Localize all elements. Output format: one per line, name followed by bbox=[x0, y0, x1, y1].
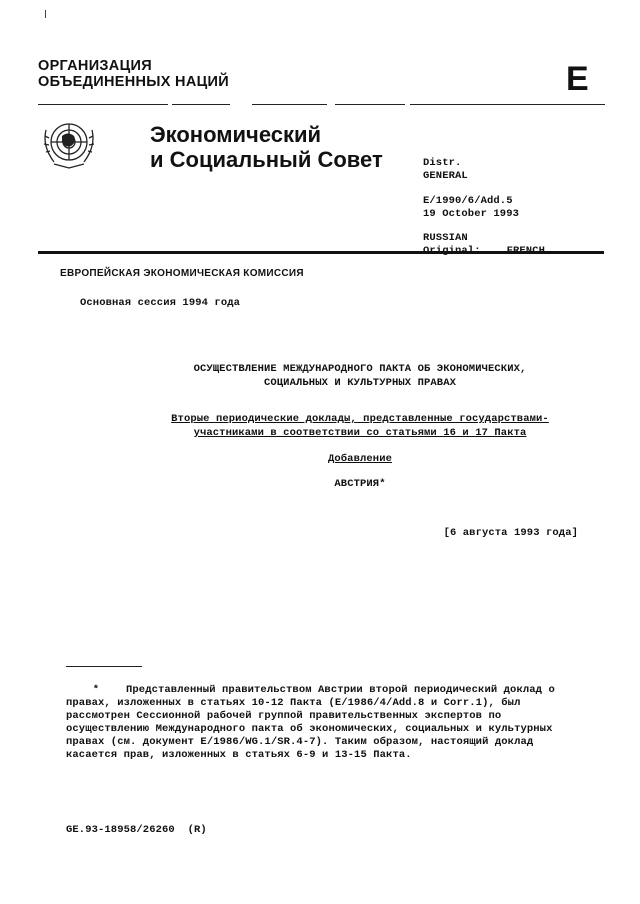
org-line-2: ОБЪЕДИНЕННЫХ НАЦИЙ bbox=[38, 74, 229, 90]
header-divider bbox=[252, 104, 327, 105]
document-title bbox=[80, 362, 640, 390]
document-language: RUSSIAN bbox=[423, 232, 468, 244]
symbol-block bbox=[423, 195, 519, 221]
org-line-1: ОРГАНИЗАЦИЯ bbox=[38, 58, 152, 74]
council-line-2: и Социальный Совет bbox=[150, 147, 383, 172]
subtitle-line-2: участниками в соответствии со статьями 16 и 17 Пакта bbox=[193, 427, 527, 439]
footnote-rule bbox=[66, 666, 142, 667]
document-subtitle bbox=[80, 412, 640, 440]
distr-value: GENERAL bbox=[423, 170, 468, 182]
document-symbol: E/1990/6/Add.5 bbox=[423, 195, 513, 207]
council-name bbox=[150, 122, 383, 172]
distribution-block bbox=[423, 157, 468, 183]
un-emblem-icon bbox=[40, 114, 98, 174]
footnote-marker: * bbox=[92, 684, 100, 696]
title-line-2: СОЦИАЛЬНЫХ И КУЛЬТУРНЫХ ПРАВАХ bbox=[263, 377, 457, 389]
footnote-text: Представленный правительством Австрии второй периодический доклад о правах, изложенных в статьях 10-12 Пакта (E/1986/4/Add.8 и Corr.1), был рассмотрен Сессионной рабочей группой правительственных экспертов по осуществлению Международного пакта об экономических, социальных и культурных правах (см. документ E/1986/WG.1/SR.4-7). Таким образом, настоящий доклад касается прав, изложенных в статьях 6-9 и 13-15 Пакта. bbox=[66, 684, 555, 761]
addendum-label: Добавление bbox=[327, 453, 392, 465]
header-divider bbox=[38, 104, 168, 105]
job-number: GE.93-18958/26260 (R) bbox=[66, 824, 207, 836]
distr-label: Distr. bbox=[423, 157, 462, 169]
session-name: Основная сессия 1994 года bbox=[80, 297, 241, 309]
header-divider bbox=[172, 104, 230, 105]
header-rule bbox=[38, 251, 604, 254]
language-block bbox=[423, 232, 545, 258]
title-line-1: ОСУЩЕСТВЛЕНИЕ МЕЖДУНАРОДНОГО ПАКТА ОБ ЭКОНОМИЧЕСКИХ, bbox=[193, 363, 527, 375]
country-name: АВСТРИЯ* bbox=[334, 478, 386, 490]
document-date: 19 October 1993 bbox=[423, 208, 520, 220]
language-letter: E bbox=[566, 60, 589, 98]
scan-mark bbox=[45, 10, 46, 18]
report-date: [6 августа 1993 года] bbox=[443, 527, 578, 539]
commission-name: ЕВРОПЕЙСКАЯ ЭКОНОМИЧЕСКАЯ КОМИССИЯ bbox=[60, 268, 304, 279]
footnote bbox=[66, 684, 586, 762]
header-divider bbox=[410, 104, 605, 105]
council-line-1: Экономический bbox=[150, 122, 322, 147]
subtitle-line-1: Вторые периодические доклады, представленные государствами- bbox=[171, 413, 549, 425]
organization-name bbox=[38, 58, 229, 90]
header-divider bbox=[335, 104, 405, 105]
